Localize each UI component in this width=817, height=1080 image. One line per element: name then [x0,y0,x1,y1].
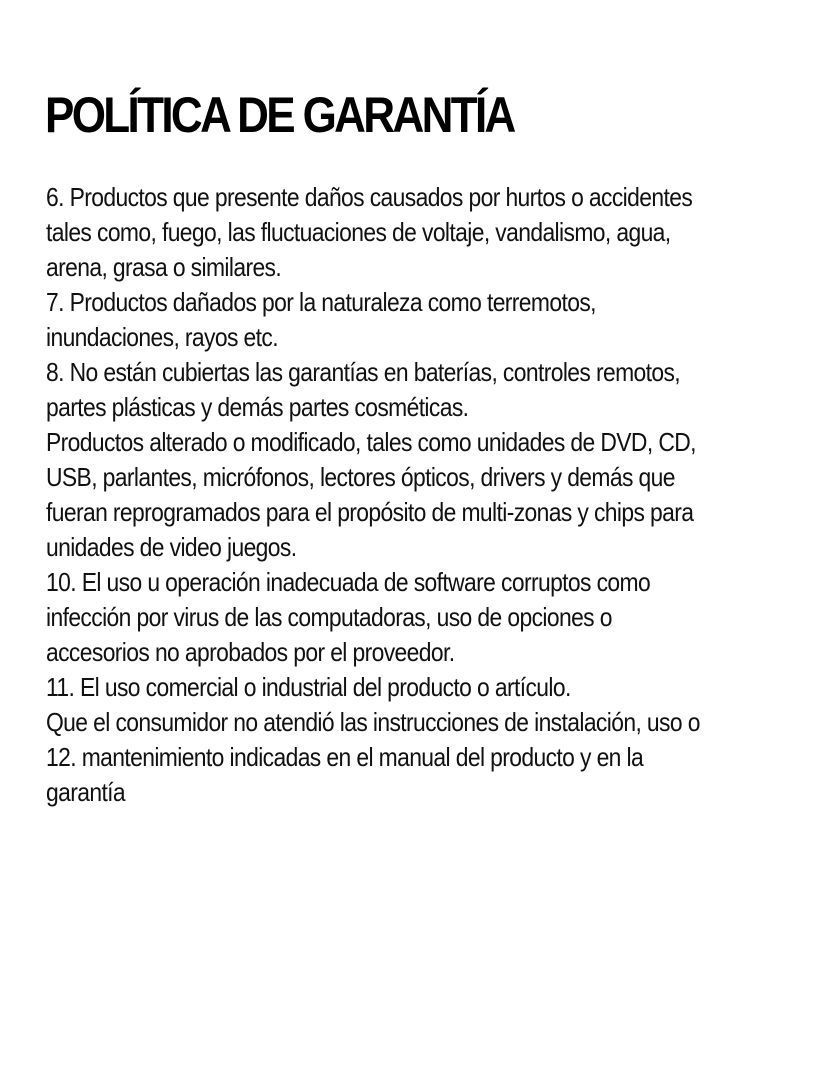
policy-line: 7. Productos dañados por la naturaleza como terremotos, [46,287,596,317]
policy-line: inundaciones, rayos etc. [46,322,278,352]
policy-line: accesorios no aprobados por el proveedor. [46,637,455,667]
policy-line: 8. No están cubiertas las garantías en baterías, controles remotos, [46,357,681,387]
policy-line: arena, grasa o similares. [46,252,282,282]
policy-text [46,180,750,810]
policy-line: infección por virus de las computadoras, uso de opciones o [46,602,612,632]
policy-line: Que el consumidor no atendió las instrucciones de instalación, uso o [46,707,700,737]
policy-line: 11. El uso comercial o industrial del producto o artículo. [46,672,571,702]
policy-line: Productos alterado o modificado, tales como unidades de DVD, CD, [46,427,696,457]
policy-line: tales como, fuego, las fluctuaciones de voltaje, vandalismo, agua, [46,217,671,247]
policy-line: partes plásticas y demás partes cosméticas. [46,392,469,422]
policy-line: 10. El uso u operación inadecuada de software corruptos como [46,567,651,597]
policy-line: 6. Productos que presente daños causados por hurtos o accidentes [46,182,693,212]
policy-line: unidades de video juegos. [46,532,297,562]
page-title: POLÍTICA DE GARANTÍA [45,87,514,143]
policy-line: fueran reprogramados para el propósito de multi-zonas y chips para [46,497,694,527]
policy-line: USB, parlantes, micrófonos, lectores ópticos, drivers y demás que [46,462,675,492]
policy-line: 12. mantenimiento indicadas en el manual del producto y en la [46,742,644,772]
policy-line: garantía [46,777,126,807]
